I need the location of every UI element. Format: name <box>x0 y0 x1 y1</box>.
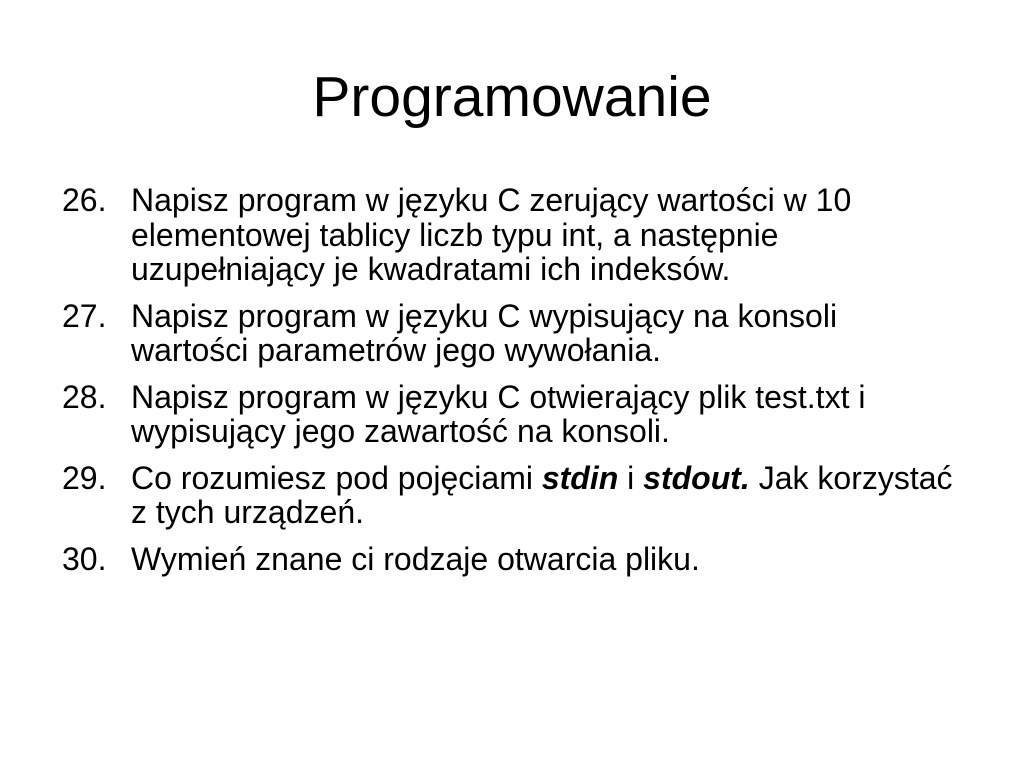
item-text: Napisz program w języku C zerujący wartości w 10 elementowej tablicy liczb typu int, a następnie uzupełniający je kwadratami ich indeksów. <box>131 182 852 287</box>
item-text-part: Jak korzystać z tych urządzeń. <box>131 459 953 530</box>
list-item-27 <box>62 299 962 368</box>
item-text: Napisz program w języku C wypisujący na konsoli wartości parametrów jego wywołania. <box>131 297 838 368</box>
list-item-28 <box>62 380 962 449</box>
item-text: Wymień znane ci rodzaje otwarcia pliku. <box>131 540 700 577</box>
item-text-part: Co rozumiesz pod pojęciami <box>131 459 542 496</box>
item-text: Napisz program w języku C otwierający plik test.txt i wypisujący jego zawartość na konsoli. <box>131 378 866 449</box>
item-number: 27. <box>62 297 107 334</box>
slide-title: Programowanie <box>312 65 712 129</box>
exercise-list <box>62 183 962 588</box>
term-stdout: stdout. <box>643 459 750 496</box>
item-number: 26. <box>62 182 107 218</box>
item-number: 28. <box>62 378 107 415</box>
item-text-part: i <box>618 459 644 496</box>
item-text <box>131 461 962 530</box>
list-item-26 <box>62 183 962 287</box>
list-item-30 <box>62 542 962 577</box>
term-stdin: stdin <box>541 459 619 496</box>
item-number: 29. <box>62 459 107 496</box>
list-item-29 <box>62 461 962 530</box>
item-number: 30. <box>62 540 107 577</box>
